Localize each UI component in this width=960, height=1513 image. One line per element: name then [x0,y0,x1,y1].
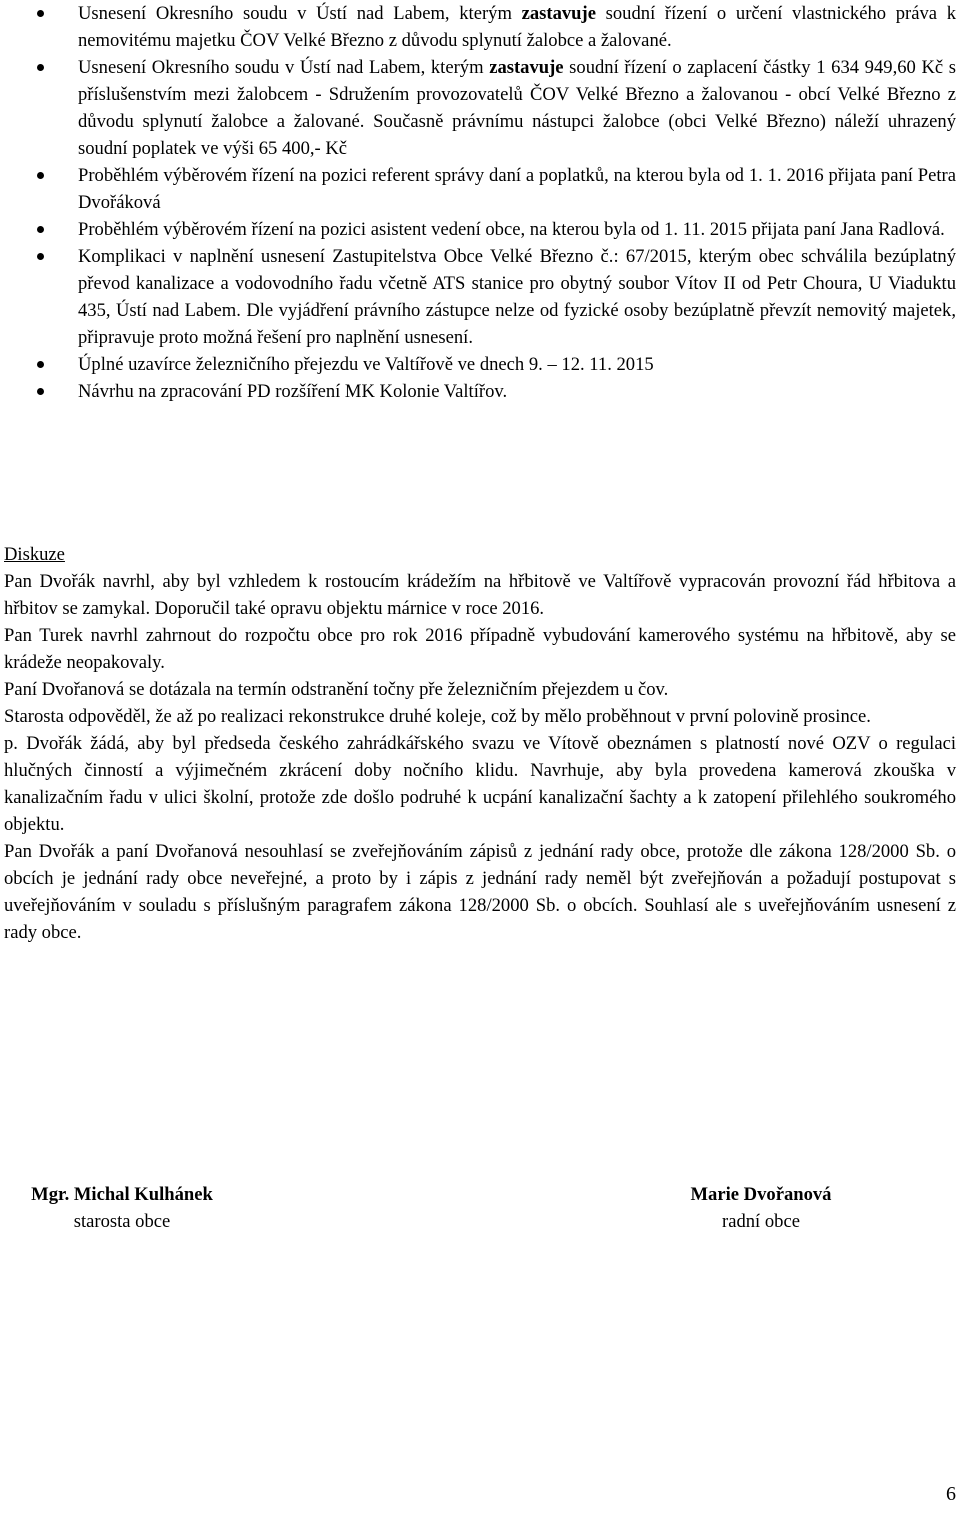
list-item [0,162,960,216]
list-item-text: Proběhlém výběrovém řízení na pozici asistent vedení obce, na kterou byla od 1. 11. 2015 přijata paní Jana Radlová. [78,219,945,240]
page-number: 6 [946,1483,956,1505]
bullet-icon [37,388,44,395]
list-item-emphasis: zastavuje [489,57,564,78]
paragraph: Pan Dvořák a paní Dvořanová nesouhlasí se zveřejňováním zápisů z jednání rady obce, protože dle zákona 128/2000 Sb. o obcích je jednání rady obce neveřejné, a proto by i zápis z jednání rady neměl být zveřejňován a požadují postupovat s uveřejňováním v souladu s příslušným paragrafem zákona 128/2000 Sb. o obcích. Souhlasí ale s uveřejňováním usnesení z rady obce. [4,841,956,943]
bullet-icon [37,172,44,179]
bullet-icon [37,64,44,71]
list-item [0,351,960,378]
paragraph: Starosta odpověděl, že až po realizaci rekonstrukce druhé koleje, což by mělo proběhnout v první polovině prosince. [4,706,871,727]
list-item [0,0,960,54]
paragraph: Paní Dvořanová se dotázala na termín odstranění točny pře železničním přejezdem u čov. [4,679,669,700]
bullet-icon [37,253,44,260]
signatory-role: starosta obce [73,1211,171,1232]
discussion-section [4,541,956,946]
list-item [0,54,960,162]
list-item [0,378,960,405]
list-item-text: Úplné uzavírce železničního přejezdu ve Valtířově ve dnech 9. – 12. 11. 2015 [78,354,654,375]
bullet-icon [37,361,44,368]
paragraph: Pan Turek navrhl zahrnout do rozpočtu obce pro rok 2016 případně vybudování kamerového systému na hřbitově, aby se krádeže neopakovaly. [4,625,956,673]
bullet-icon [37,10,44,17]
list-item-text: Usnesení Okresního soudu v Ústí nad Labem, kterým [78,3,522,24]
list-item [0,216,960,243]
list-item-text: Usnesení Okresního soudu v Ústí nad Labem, kterým [78,57,490,78]
list-item [0,243,960,351]
signatory-name: Mgr. Michal Kulhánek [31,1184,213,1205]
signatory-name: Marie Dvořanová [690,1184,832,1205]
list-item-emphasis: zastavuje [521,3,596,24]
paragraph: Pan Dvořák navrhl, aby byl vzhledem k rostoucím krádežím na hřbitově ve Valtířově vypracován provozní řád hřbitova a hřbitov se zamykal. Doporučil také opravu objektu márnice v roce 2016. [4,571,956,619]
list-item-text-rest: soudní řízení o určení vlastnického práva k nemovitému majetku ČOV Velké Březno z důvodu splynutí žalobce a žalované. [78,3,956,51]
list-item-text-rest: soudní řízení o zaplacení částky 1 634 949,60 Kč s příslušenstvím mezi žalobcem - Sdružením provozovatelů ČOV Velké Březno a žalovanou - obcí Velké Březno z důvodu splynutí žalobce a žalované. Současně právnímu nástupci žalobce (obci Velké Březno) náleží uhrazený soudní poplatek ve výši 65 400,- Kč [78,57,956,159]
signature-block-left [4,1181,240,1235]
signature-block-right [666,1181,856,1235]
bullet-list [0,0,960,405]
signatory-role: radní obce [722,1211,800,1232]
list-item-text: Návrhu na zpracování PD rozšíření MK Kolonie Valtířov. [78,381,508,402]
list-item-text: Proběhlém výběrovém řízení na pozici referent správy daní a poplatků, na kterou byla od 1. 1. 2016 přijata paní Petra Dvořáková [78,165,956,213]
section-heading: Diskuze [4,544,65,565]
paragraph: p. Dvořák žádá, aby byl předseda českého zahrádkářského svazu ve Vítově obeznámen s platností nové OZV o regulaci hlučných činností a výjimečném zkrácení doby nočního klidu. Navrhuje, aby byla provedena kamerová zkouška v kanalizačním řadu v ulici školní, protože zde došlo podruhé k ucpání kanalizační šachty a k zatopení přilehlého soukromého objektu. [4,733,956,835]
list-item-text: Komplikaci v naplnění usnesení Zastupitelstva Obce Velké Březno č.: 67/2015, kterým obec schválila bezúplatný převod kanalizace a vodovodního řadu včetně ATS stanice pro obytný soubor Vítov II od Petr Choura, U Viaduktu 435, Ústí nad Labem. Dle vyjádření právního zástupce nelze od fyzické osoby bezúplatně převzít nemovitý majetek, připravuje proto možná řešení pro naplnění usnesení. [78,246,956,348]
bullet-icon [37,226,44,233]
